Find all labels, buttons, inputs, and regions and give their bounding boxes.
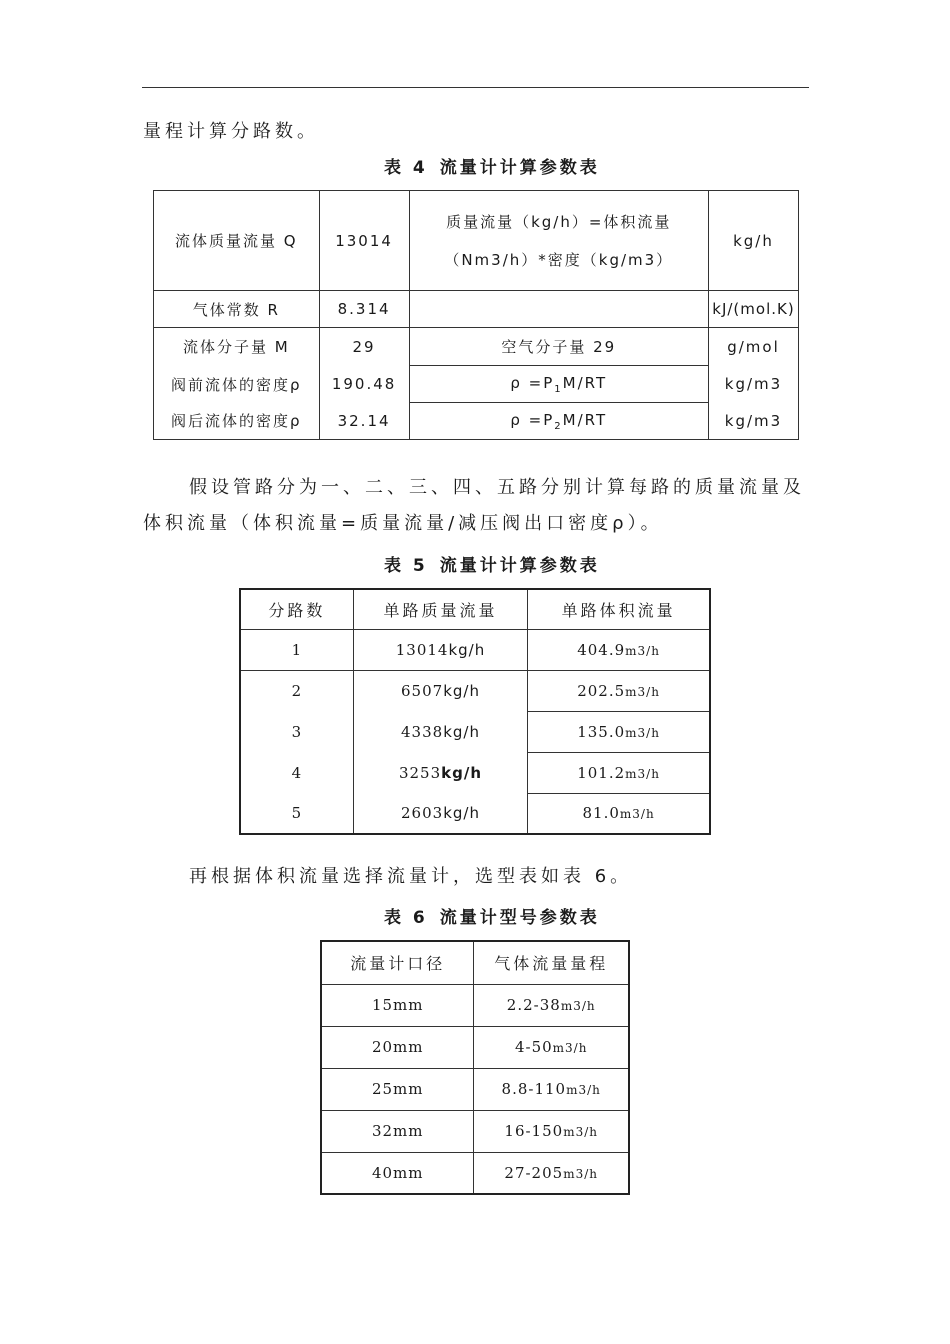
table4-cell: [409, 291, 708, 328]
table6-cell: [474, 984, 629, 1026]
table5-cell: [353, 629, 527, 670]
table4-cell: 190.48: [319, 366, 409, 403]
table5-cell: 5: [240, 793, 353, 834]
paragraph-line: 再根据体积流量选择流量计，选型表如表 6。: [189, 866, 633, 887]
table5-cell: [353, 670, 527, 711]
table4-caption: [384, 153, 600, 178]
table4-caption-label: 表 4: [384, 158, 428, 178]
mass-unit: kg/h: [443, 722, 480, 741]
header-rule: [142, 87, 809, 88]
volume-unit: m3/h: [625, 725, 660, 740]
table5-cell: [528, 629, 710, 670]
volume-unit: m3/h: [619, 807, 655, 822]
formula-text: M/RT: [562, 373, 608, 392]
mass-unit: kg/h: [441, 763, 483, 782]
table4-caption-title: 流量计计算参数表: [439, 158, 600, 178]
table6-caption-title: 流量计型号参数表: [439, 908, 600, 928]
table5-header: 单路体积流量: [528, 589, 710, 629]
mass-unit: kg/h: [443, 804, 480, 822]
table-row: [154, 403, 799, 440]
mass-value: 6507: [401, 681, 444, 700]
range-unit: m3/h: [552, 1041, 588, 1055]
table4-formula-cell: [409, 191, 708, 291]
range-value: 27-205: [504, 1163, 564, 1182]
table5-cell: [353, 793, 527, 834]
table-header-row: [240, 589, 710, 629]
table4-formula-cell: [409, 403, 708, 440]
table5-cell: [528, 752, 710, 793]
table6-cell: [474, 1068, 629, 1110]
table5-caption: [384, 551, 600, 576]
volume-value: 404.9: [577, 640, 626, 659]
table4-cell: 8.314: [319, 291, 409, 328]
table5-cell: [528, 670, 710, 711]
table4-cell: 空气分子量 29: [409, 328, 708, 366]
table4-formula-cell: [409, 366, 708, 403]
table-row: [240, 752, 710, 793]
table4-cell: g/mol: [708, 328, 798, 366]
range-unit: m3/h: [560, 999, 596, 1013]
table6-header: 气体流量量程: [474, 941, 629, 984]
table6-caption: [384, 903, 600, 928]
table5-caption-title: 流量计计算参数表: [439, 556, 600, 576]
formula-subscript: 2: [554, 420, 563, 432]
table6-cell: [474, 1152, 629, 1194]
table-row: [154, 291, 799, 328]
range-value: 4-50: [514, 1038, 553, 1056]
table6-cell: [474, 1110, 629, 1152]
table5-cell: 4: [240, 752, 353, 793]
table-row: [321, 1068, 629, 1110]
table5-cell: 2: [240, 670, 353, 711]
table-row: [321, 1110, 629, 1152]
table4-cell: 流体分子量 M: [154, 328, 320, 366]
volume-value: 81.0: [582, 804, 620, 823]
table5-header: 单路质量流量: [353, 589, 527, 629]
table4-cell: 阀前流体的密度ρ: [154, 366, 320, 403]
table6-cell: 25mm: [321, 1068, 474, 1110]
table4-cell: 气体常数 R: [154, 291, 320, 328]
mass-value: 4338: [401, 722, 444, 741]
table5-cell: 1: [240, 629, 353, 670]
table4-cell: kJ/(mol.K): [708, 291, 798, 328]
table4-cell: 13014: [319, 191, 409, 291]
volume-unit: m3/h: [625, 684, 660, 699]
intro-text: 量程计算分路数。: [143, 121, 319, 142]
paragraph-line: 体积流量（体积流量=质量流量/减压阀出口密度ρ）。: [143, 513, 663, 534]
range-unit: m3/h: [566, 1083, 601, 1097]
table5-cell: [528, 793, 710, 834]
table-row: [154, 328, 799, 366]
table-row: [321, 1026, 629, 1068]
table-row: [240, 629, 710, 670]
table-header-row: [321, 941, 629, 984]
table4: [153, 190, 799, 440]
volume-unit: m3/h: [625, 643, 660, 658]
table4-cell: 流体质量流量 Q: [154, 191, 320, 291]
table6-cell: 15mm: [321, 984, 474, 1026]
mass-value: 3253: [398, 763, 442, 782]
table5-cell: [528, 711, 710, 752]
table-row: [240, 670, 710, 711]
table-row: [321, 1152, 629, 1194]
range-unit: m3/h: [563, 1125, 598, 1139]
table5-cell: 3: [240, 711, 353, 752]
table-row: [240, 793, 710, 834]
table5: [239, 588, 711, 835]
formula-text: ρ =P: [510, 410, 555, 429]
volume-value: 101.2: [577, 763, 626, 782]
table-row: [240, 711, 710, 752]
volume-unit: m3/h: [625, 766, 660, 781]
table6-caption-label: 表 6: [384, 908, 428, 928]
range-value: 2.2-38: [506, 996, 561, 1014]
table6-cell: [474, 1026, 629, 1068]
table4-cell: kg/m3: [708, 403, 798, 440]
range-value: 8.8-110: [501, 1080, 567, 1098]
table4-cell: 阀后流体的密度ρ: [154, 403, 320, 440]
table4-cell: 32.14: [319, 403, 409, 440]
table-row: [154, 191, 799, 291]
formula-text: M/RT: [562, 410, 608, 429]
mass-value: 2603: [401, 804, 444, 822]
table4-formula-line: 质量流量（kg/h）=体积流量: [446, 212, 672, 231]
table6-cell: 20mm: [321, 1026, 474, 1068]
volume-value: 202.5: [577, 681, 626, 700]
table5-header: 分路数: [240, 589, 353, 629]
table5-cell: [353, 711, 527, 752]
table4-cell: kg/m3: [708, 366, 798, 403]
table5-caption-label: 表 5: [384, 556, 428, 576]
paragraph-line: 假设管路分为一、二、三、四、五路分别计算每路的质量流量及: [189, 477, 805, 498]
table-row: [154, 366, 799, 403]
table6-cell: 32mm: [321, 1110, 474, 1152]
table4-formula-line: （Nm3/h）*密度（kg/m3）: [444, 250, 674, 269]
table4-cell: kg/h: [708, 191, 798, 291]
formula-text: ρ =P: [510, 373, 555, 392]
table6-cell: 40mm: [321, 1152, 474, 1194]
table5-cell: [353, 752, 527, 793]
mass-value: 13014: [395, 640, 449, 659]
mass-unit: kg/h: [448, 640, 486, 659]
range-value: 16-150: [504, 1122, 564, 1140]
mass-unit: kg/h: [443, 681, 480, 700]
table4-cell: 29: [319, 328, 409, 366]
volume-value: 135.0: [577, 722, 626, 741]
table6-header: 流量计口径: [321, 941, 474, 984]
table-row: [321, 984, 629, 1026]
table6: [320, 940, 630, 1195]
range-unit: m3/h: [563, 1166, 598, 1181]
formula-subscript: 1: [554, 383, 563, 395]
